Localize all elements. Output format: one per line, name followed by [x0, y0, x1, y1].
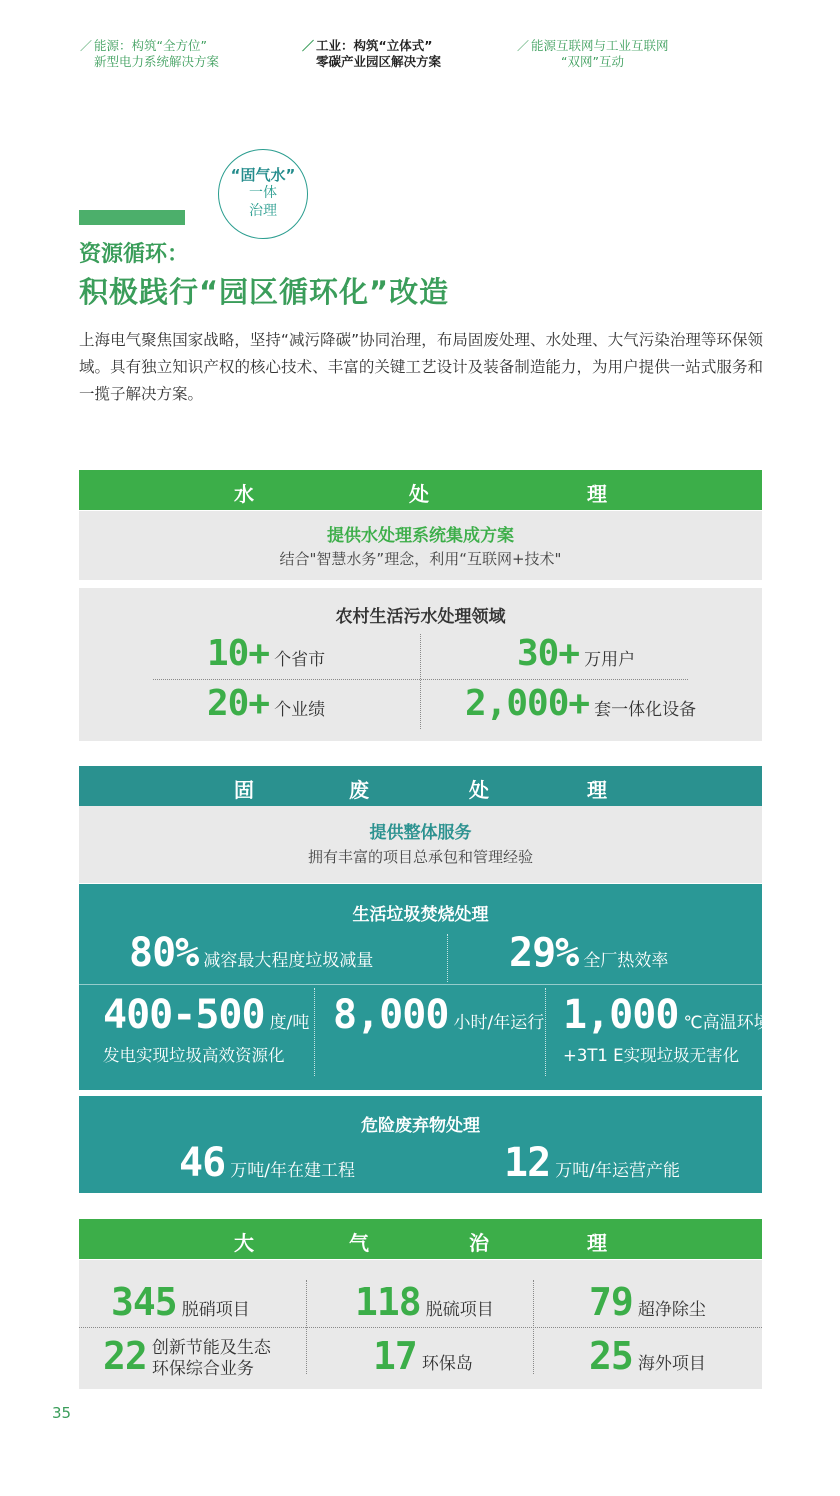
- stat-users: [517, 633, 635, 674]
- stat-label: 减容最大程度垃圾减量: [203, 951, 374, 971]
- divider: [447, 934, 448, 982]
- accent-bar: [79, 210, 185, 225]
- stat-value: 2,000+: [465, 683, 590, 724]
- stat-unit: ℃高温环境: [683, 1013, 771, 1033]
- intro-paragraph: 上海电气聚焦国家战略，坚持“减污降碳”协同治理，布局固废处理、水处理、大气污染治理等环保领域。具有独立知识产权的核心技术、丰富的关键工艺设计及装备制造能力，为用户提供一站式服务和一揽子解决方案。: [79, 331, 763, 403]
- slash-icon: ／: [302, 39, 315, 53]
- stat-value: 400-500: [103, 992, 265, 1038]
- stat-label: 套一体化设备: [594, 700, 697, 720]
- divider: [153, 679, 688, 680]
- section-title: 资源循环：: [79, 242, 190, 267]
- stat-value: 46: [179, 1140, 226, 1186]
- badge-line1: “固气水”: [230, 166, 296, 184]
- hazardous-title: 危险废弃物处理: [361, 1116, 480, 1136]
- stat-value: 1,000: [563, 992, 679, 1038]
- stat-value: 8,000: [333, 992, 449, 1038]
- incineration-title: 生活垃圾焚烧处理: [352, 905, 489, 925]
- header-char: 处: [409, 482, 429, 506]
- solid-lead-title: 提供整体服务: [369, 823, 472, 843]
- stat-value: 20+: [207, 683, 270, 724]
- stat-value: 12: [504, 1140, 551, 1186]
- nav-line2: 新型电力系统解决方案: [94, 54, 220, 69]
- header-char: 固: [234, 778, 254, 802]
- water-lead-sub: 结合"智慧水务”理念，利用“互联网+技术": [279, 550, 562, 568]
- stat-eco-island: [373, 1334, 473, 1378]
- stat-value: 17: [373, 1334, 417, 1378]
- stat-achievements: [207, 683, 325, 724]
- stat-value: 80%: [129, 930, 199, 976]
- stat-label-line1: 创新节能及生态: [151, 1338, 271, 1358]
- stat-label: 万吨/年运营产能: [555, 1161, 680, 1181]
- stat-label: 脱硝项目: [181, 1300, 250, 1320]
- water-header: [79, 470, 762, 510]
- stat-label: 万吨/年在建工程: [230, 1161, 355, 1181]
- air-stats-box: [79, 1260, 762, 1389]
- stat-label: 海外项目: [637, 1354, 706, 1374]
- nav-line1: 能源互联网与工业互联网: [531, 38, 669, 53]
- slash-icon: ／: [80, 39, 93, 53]
- nav-line1: 工业：构筑“立体式”: [316, 38, 433, 53]
- header-char: 理: [587, 1231, 607, 1255]
- nav-line2: “双网”互动: [561, 54, 624, 69]
- nav-line1: 能源：构筑“全方位”: [94, 38, 207, 53]
- stat-value: 29%: [509, 930, 579, 976]
- hazardous-waste-box: [79, 1096, 762, 1193]
- divider: [79, 984, 762, 985]
- section-heading: 积极践行“园区循环化”改造: [79, 275, 450, 309]
- stat-thermal-efficiency: [509, 930, 668, 976]
- stat-value: 10+: [207, 633, 270, 674]
- stat-unit: 小时/年运行: [453, 1013, 545, 1033]
- stat-label: 个业绩: [274, 700, 326, 720]
- header-char: 废: [349, 778, 369, 802]
- header-char: 理: [587, 482, 607, 506]
- topic-badge: [218, 149, 308, 239]
- stat-value: 30+: [517, 633, 580, 674]
- stat-value: 79: [589, 1280, 633, 1324]
- stat-label: 个省市: [274, 650, 326, 670]
- nav-dual-network[interactable]: [517, 38, 669, 70]
- stat-label: +3T1 E实现垃圾无害化: [563, 1046, 740, 1065]
- header-char: 气: [349, 1231, 369, 1255]
- water-sub-title: 农村生活污水处理领域: [335, 607, 506, 627]
- stat-label: 环保岛: [421, 1354, 473, 1374]
- stat-high-temperature: [563, 992, 771, 1066]
- nav-line2: 零碳产业园区解决方案: [316, 54, 442, 69]
- stat-power-generation: [103, 992, 309, 1066]
- incineration-box: [79, 884, 771, 1090]
- stat-value: 118: [355, 1280, 421, 1324]
- stat-label: 脱硫项目: [425, 1300, 494, 1320]
- divider: [314, 988, 315, 1076]
- stat-under-construction: [179, 1140, 355, 1186]
- stat-innovation: [103, 1334, 271, 1380]
- stat-value: 345: [111, 1280, 177, 1324]
- stat-denitration: [111, 1280, 250, 1324]
- water-stats-box: [79, 588, 762, 741]
- stat-label: 发电实现垃圾高效资源化: [103, 1046, 285, 1065]
- stat-overseas: [589, 1334, 706, 1378]
- nav-industry[interactable]: [302, 38, 442, 70]
- stat-label: 超净除尘: [637, 1300, 706, 1320]
- header-char: 理: [587, 778, 607, 802]
- stat-label: [152, 1338, 271, 1380]
- stat-label: 万用户: [584, 650, 636, 670]
- stat-operating-capacity: [504, 1140, 680, 1186]
- stat-volume-reduction: [129, 930, 373, 976]
- stat-unit: 度/吨: [269, 1013, 310, 1033]
- stat-provinces: [207, 633, 325, 674]
- solid-lead-sub: 拥有丰富的项目总承包和管理经验: [307, 848, 533, 866]
- header-char: 治: [469, 1231, 489, 1255]
- air-header: [79, 1219, 762, 1259]
- divider: [79, 1327, 762, 1328]
- stat-equipment: [465, 683, 696, 724]
- header-char: 大: [234, 1231, 254, 1255]
- water-lead-title: 提供水处理系统集成方案: [327, 526, 514, 546]
- page-number: 35: [52, 1404, 72, 1422]
- stat-value: 22: [103, 1334, 147, 1378]
- divider: [545, 988, 546, 1076]
- badge-line3: 治理: [249, 203, 277, 219]
- stat-dust-removal: [589, 1280, 706, 1324]
- stat-desulfurization: [355, 1280, 494, 1324]
- stat-operating-hours: [333, 992, 544, 1042]
- badge-line2: 一体: [249, 185, 277, 201]
- header-char: 水: [234, 482, 254, 506]
- stat-label-line2: 环保综合业务: [151, 1359, 254, 1379]
- stat-value: 25: [589, 1334, 633, 1378]
- solid-lead-box: [79, 806, 762, 883]
- solid-waste-header: [79, 766, 762, 806]
- divider: [420, 634, 421, 729]
- slash-icon: ／: [517, 39, 530, 53]
- stat-label: 全厂热效率: [583, 951, 669, 971]
- nav-energy[interactable]: [80, 38, 220, 70]
- header-char: 处: [469, 778, 489, 802]
- water-lead-box: [79, 511, 762, 580]
